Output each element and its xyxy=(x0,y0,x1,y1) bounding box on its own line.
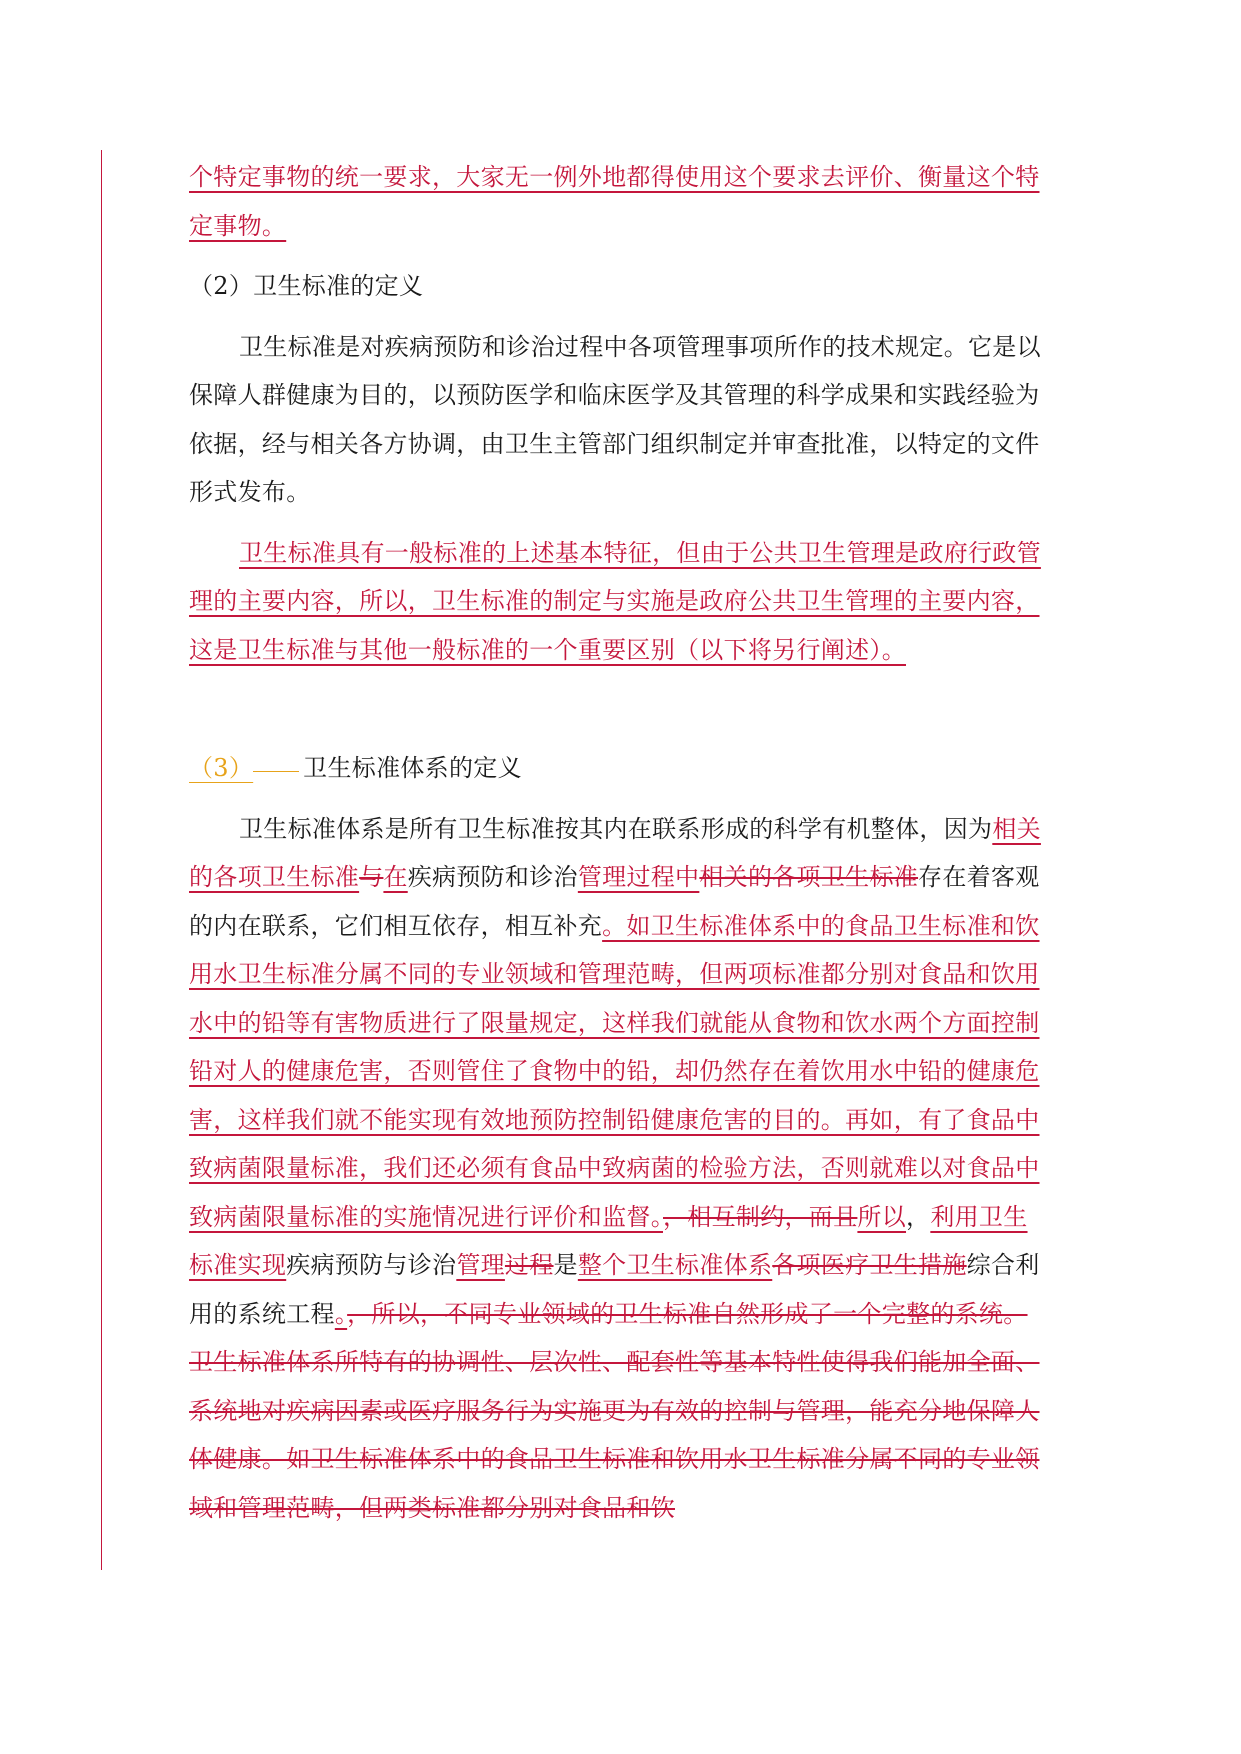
inserted-text: 利用卫生标准实现 xyxy=(189,1202,1028,1279)
blank-line xyxy=(189,686,1041,744)
change-bar xyxy=(101,150,102,1570)
deleted-text: 与 xyxy=(359,863,384,891)
inserted-text: 个特定事物的统一要求，大家无一例外地都得使用这个要求去评价、衡量这个特定事物。 xyxy=(189,163,1040,240)
paragraph-definition-end xyxy=(189,153,1041,250)
format-change-number: （3） xyxy=(189,754,254,782)
inserted-text: 整个卫生标准体系 xyxy=(577,1251,773,1279)
inserted-text: 相关的各项卫生标准 xyxy=(189,814,1041,891)
format-change-gap xyxy=(253,770,299,772)
deleted-text: 过程 xyxy=(504,1251,554,1279)
document-body xyxy=(189,153,1041,1544)
deleted-text: 各项医疗卫生措施 xyxy=(772,1251,967,1279)
paragraph-standard-system-definition: 卫生标准体系是所有卫生标准按其内在联系形成的科学有机整体，因为相关的各项卫生标准与在疾病预防和诊治管理过程中相关的各项卫生标准存在着客观的内在联系，它们相互依存，相互补充。如卫生标准体系中的食品卫生标准和饮用水卫生标准分属不同的专业领域和管理范畴，但两项标准都分别对食品和饮用水中的铅等有害物质进行了限量规定，这样我们就能从食物和饮水两个方面控制铅对人的健康危害，否则管住了食物中的铅，却仍然存在着饮用水中铅的健康危害，这样我们就不能实现有效地预防控制铅健康危害的目的。再如，有了食品中致病菌限量标准，我们还必须有食品中致病菌的检验方法，否则就难以对食品中致病菌限量标准的实施情况进行评价和监督。，相互制约，而且所以，利用卫生标准实现疾病预防与诊治管理过程是整个卫生标准体系各项医疗卫生措施综合利用的系统工程。，所以，不同专业领域的卫生标准自然形成了一个完整的系统。卫生标准体系所特有的协调性、层次性、配套性等基本特性使得我们能加全面、系统地对疾病因素或医疗服务行为实施更为有效的控制与管理，能充分地保障人体健康。如卫生标准体系中的食品卫生标准和饮用水卫生标准分属不同的专业领域和管理范畴，但两类标准都分别对食品和饮 xyxy=(189,814,1041,1522)
inserted-text: 卫生标准具有一般标准的上述基本特征，但由于公共卫生管理是政府行政管理的主要内容，所以，卫生标准的制定与实施是政府公共卫生管理的主要内容，这是卫生标准与其他一般标准的一个重要区别（以下将另行阐述）。 xyxy=(189,538,1041,664)
section-heading-2: （2）卫生标准的定义 xyxy=(189,272,424,300)
inserted-text: 所以 xyxy=(857,1202,907,1231)
inserted-text: 管理 xyxy=(456,1251,505,1279)
inserted-text: 管理过程中 xyxy=(577,863,700,891)
deleted-text: ，相互制约，而且 xyxy=(663,1202,858,1231)
section-heading-3: （3） 卫生标准体系的定义 xyxy=(189,754,522,782)
deleted-text: 相关的各项卫生标准 xyxy=(699,863,919,891)
inserted-text: 。如卫生标准体系中的食品卫生标准和饮用水卫生标准分属不同的专业领域和管理范畴，但两项标准都分别对食品和饮用水中的铅等有害物质进行了限量规定，这样我们就能从食物和饮水两个方面控制铅对人的健康危害，否则管住了食物中的铅，却仍然存在着饮用水中铅的健康危害，这样我们就不能实现有效地预防控制铅健康危害的目的。再如，有了食品中致病菌限量标准，我们还必须有食品中致病菌的检验方法，否则就难以对食品中致病菌限量标准的实施情况进行评价和监督。 xyxy=(189,911,1040,1231)
inserted-text: 在 xyxy=(383,863,408,891)
paragraph-health-standard-definition: 卫生标准是对疾病预防和诊治过程中各项管理事项所作的技术规定。它是以保障人群健康为目的，以预防医学和临床医学及其管理的科学成果和实践经验为依据，经与相关各方协调，由卫生主管部门组织制定并审查批准，以特定的文件形式发布。 xyxy=(189,332,1041,506)
inserted-text: 。 xyxy=(334,1299,348,1328)
deleted-text: ，所以，不同专业领域的卫生标准自然形成了一个完整的系统。卫生标准体系所特有的协调性、层次性、配套性等基本特性使得我们能加全面、系统地对疾病因素或医疗服务行为实施更为有效的控制与管理，能充分地保障人体健康。如卫生标准体系中的食品卫生标准和饮用水卫生标准分属不同的专业领域和管理范畴，但两类标准都分别对食品和饮 xyxy=(189,1299,1040,1522)
paragraph-health-standard-feature xyxy=(189,529,1041,675)
